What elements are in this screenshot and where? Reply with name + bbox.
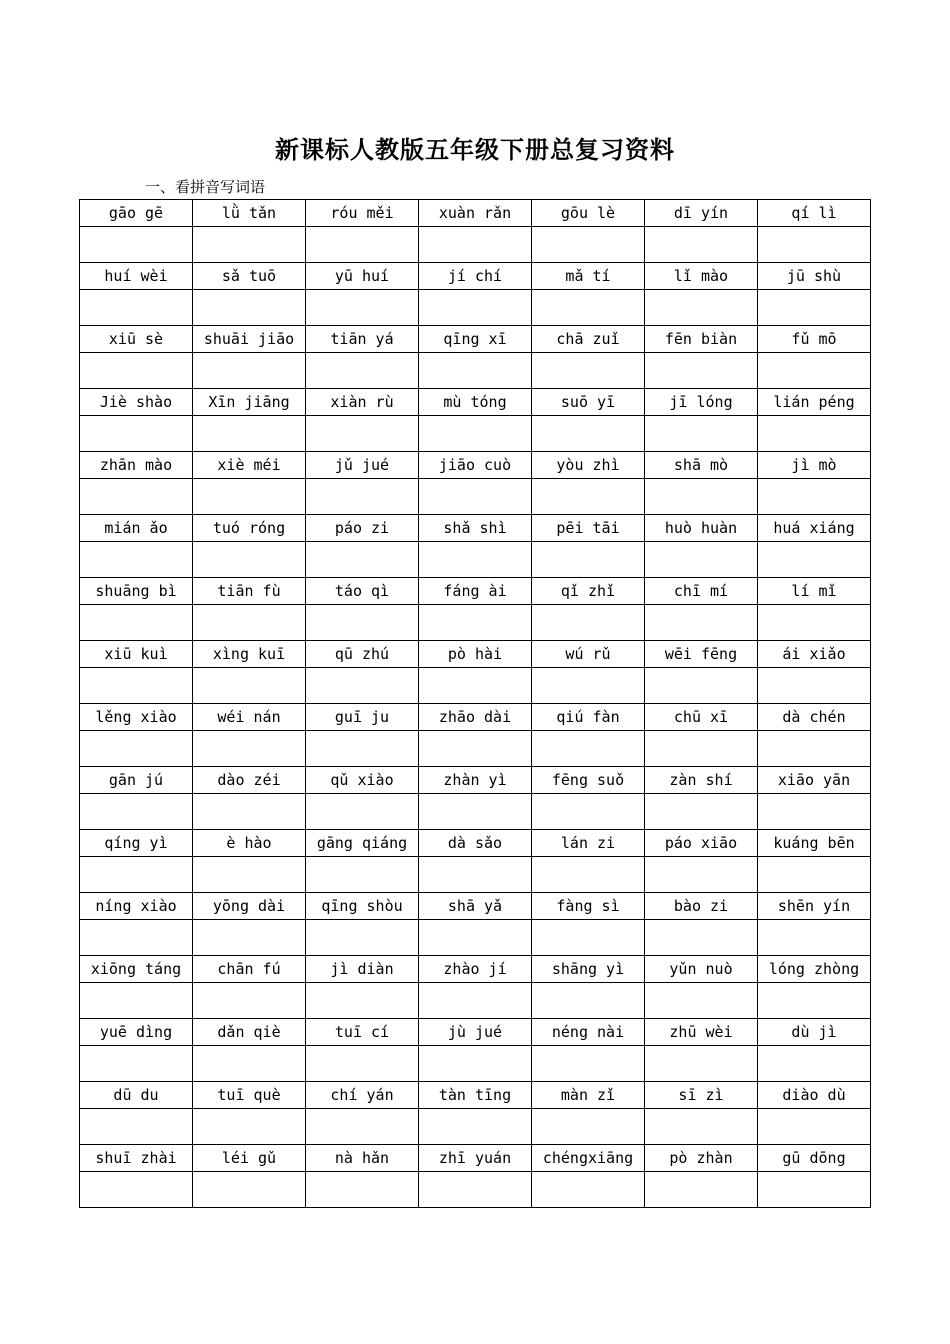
answer-cell[interactable] [193,605,306,641]
pinyin-cell: shā mò [645,452,758,479]
pinyin-cell: wéi nán [193,704,306,731]
answer-cell[interactable] [532,668,645,704]
answer-cell[interactable] [645,731,758,767]
pinyin-cell: dà chén [758,704,871,731]
answer-row [80,479,871,515]
pinyin-cell: yòu zhì [532,452,645,479]
pinyin-cell: qīng shòu [306,893,419,920]
pinyin-cell: léi gǔ [193,1145,306,1172]
answer-cell[interactable] [306,605,419,641]
pinyin-cell: xiè méi [193,452,306,479]
pinyin-row [80,956,871,983]
answer-cell[interactable] [80,794,193,830]
answer-cell[interactable] [306,857,419,893]
answer-cell[interactable] [419,605,532,641]
pinyin-cell: chān fú [193,956,306,983]
answer-cell[interactable] [645,353,758,389]
pinyin-cell: qíng yì [80,830,193,857]
pinyin-cell: gāng qiáng [306,830,419,857]
pinyin-row [80,515,871,542]
pinyin-cell: róu měi [306,200,419,227]
answer-cell[interactable] [419,920,532,956]
pinyin-cell: fàng sì [532,893,645,920]
answer-cell[interactable] [80,920,193,956]
answer-row [80,605,871,641]
answer-cell[interactable] [419,1172,532,1208]
answer-cell[interactable] [645,227,758,263]
answer-cell[interactable] [306,1172,419,1208]
answer-cell[interactable] [532,731,645,767]
answer-cell[interactable] [532,227,645,263]
answer-cell[interactable] [532,794,645,830]
pinyin-row [80,893,871,920]
pinyin-cell: zàn shí [645,767,758,794]
pinyin-cell: lián péng [758,389,871,416]
answer-row [80,920,871,956]
answer-cell[interactable] [758,794,871,830]
pinyin-cell: dào zéi [193,767,306,794]
answer-cell[interactable] [532,1109,645,1145]
answer-row [80,1109,871,1145]
answer-cell[interactable] [80,353,193,389]
pinyin-cell: qǔ xiào [306,767,419,794]
answer-cell[interactable] [419,1046,532,1082]
answer-row [80,794,871,830]
answer-cell[interactable] [419,416,532,452]
answer-cell[interactable] [80,479,193,515]
pinyin-row [80,263,871,290]
pinyin-cell: diào dù [758,1082,871,1109]
answer-cell[interactable] [306,542,419,578]
answer-cell[interactable] [306,479,419,515]
section-heading: 一、看拼音写词语 [145,178,266,196]
answer-cell[interactable] [532,479,645,515]
pinyin-cell: tàn tīng [419,1082,532,1109]
pinyin-cell: shāng yì [532,956,645,983]
answer-cell[interactable] [645,794,758,830]
answer-cell[interactable] [193,1172,306,1208]
pinyin-row [80,200,871,227]
answer-cell[interactable] [645,857,758,893]
answer-row [80,542,871,578]
pinyin-cell: jù jué [419,1019,532,1046]
pinyin-cell: è hào [193,830,306,857]
answer-cell[interactable] [306,416,419,452]
answer-cell[interactable] [193,542,306,578]
pinyin-cell: táo qì [306,578,419,605]
pinyin-cell: jū shù [758,263,871,290]
answer-cell[interactable] [419,857,532,893]
pinyin-cell: yōng dài [193,893,306,920]
answer-cell[interactable] [645,290,758,326]
answer-row [80,983,871,1019]
answer-row [80,668,871,704]
pinyin-cell: shǎ shì [419,515,532,542]
answer-cell[interactable] [80,731,193,767]
answer-cell[interactable] [193,479,306,515]
answer-cell[interactable] [193,227,306,263]
pinyin-cell: zhàn yì [419,767,532,794]
pinyin-cell: tuī què [193,1082,306,1109]
answer-row [80,1172,871,1208]
answer-cell[interactable] [758,416,871,452]
pinyin-cell: Jiè shào [80,389,193,416]
pinyin-cell: zhī yuán [419,1145,532,1172]
answer-cell[interactable] [532,857,645,893]
answer-cell[interactable] [758,1109,871,1145]
pinyin-row [80,641,871,668]
answer-cell[interactable] [419,290,532,326]
pinyin-cell: lǜ tǎn [193,200,306,227]
pinyin-row [80,326,871,353]
pinyin-cell: lǐ mào [645,263,758,290]
pinyin-cell: qīng xī [419,326,532,353]
pinyin-cell: shēn yín [758,893,871,920]
answer-cell[interactable] [645,479,758,515]
pinyin-cell: dī yín [645,200,758,227]
pinyin-cell: shā yǎ [419,893,532,920]
pinyin-cell: xiāo yān [758,767,871,794]
pinyin-cell: nà hǎn [306,1145,419,1172]
pinyin-cell: qǐ zhǐ [532,578,645,605]
answer-cell[interactable] [80,1172,193,1208]
answer-cell[interactable] [419,794,532,830]
answer-cell[interactable] [532,920,645,956]
pinyin-cell: xìng kuī [193,641,306,668]
answer-cell[interactable] [419,542,532,578]
pinyin-cell: sī zì [645,1082,758,1109]
pinyin-cell: mù tóng [419,389,532,416]
pinyin-cell: wú rǔ [532,641,645,668]
answer-cell[interactable] [80,416,193,452]
pinyin-cell: huò huàn [645,515,758,542]
answer-cell[interactable] [193,920,306,956]
pinyin-cell: yū huí [306,263,419,290]
answer-cell[interactable] [758,1172,871,1208]
pinyin-cell: jì diàn [306,956,419,983]
answer-cell[interactable] [532,353,645,389]
pinyin-cell: kuáng bēn [758,830,871,857]
answer-cell[interactable] [645,542,758,578]
pinyin-cell: jī lóng [645,389,758,416]
pinyin-cell: lóng zhòng [758,956,871,983]
pinyin-table [79,199,871,1208]
pinyin-cell: néng nài [532,1019,645,1046]
pinyin-cell: wēi fēng [645,641,758,668]
answer-cell[interactable] [758,920,871,956]
pinyin-cell: sǎ tuō [193,263,306,290]
answer-cell[interactable] [419,479,532,515]
pinyin-cell: dù jì [758,1019,871,1046]
pinyin-cell: gāo gē [80,200,193,227]
answer-row [80,290,871,326]
answer-cell[interactable] [193,857,306,893]
pinyin-cell: shuāng bì [80,578,193,605]
pinyin-row [80,452,871,479]
answer-cell[interactable] [419,731,532,767]
pinyin-cell: jiāo cuò [419,452,532,479]
answer-cell[interactable] [306,290,419,326]
answer-cell[interactable] [645,920,758,956]
answer-cell[interactable] [419,353,532,389]
pinyin-cell: tuī cí [306,1019,419,1046]
pinyin-cell: fēng suǒ [532,767,645,794]
pinyin-cell: chā zuǐ [532,326,645,353]
pinyin-cell: dà sǎo [419,830,532,857]
pinyin-cell: tiān fù [193,578,306,605]
answer-cell[interactable] [193,794,306,830]
pinyin-cell: lí mǐ [758,578,871,605]
answer-cell[interactable] [532,983,645,1019]
answer-cell[interactable] [645,605,758,641]
answer-cell[interactable] [306,920,419,956]
answer-cell[interactable] [758,227,871,263]
answer-cell[interactable] [758,353,871,389]
answer-cell[interactable] [306,1109,419,1145]
pinyin-cell: pò hài [419,641,532,668]
answer-cell[interactable] [758,290,871,326]
answer-cell[interactable] [532,605,645,641]
answer-cell[interactable] [532,1172,645,1208]
pinyin-cell: huí wèi [80,263,193,290]
answer-cell[interactable] [645,1046,758,1082]
pinyin-cell: xiū sè [80,326,193,353]
pinyin-cell: mián ǎo [80,515,193,542]
answer-cell[interactable] [306,353,419,389]
answer-cell[interactable] [80,857,193,893]
answer-cell[interactable] [193,668,306,704]
answer-cell[interactable] [80,542,193,578]
answer-cell[interactable] [193,353,306,389]
answer-cell[interactable] [419,983,532,1019]
answer-cell[interactable] [758,668,871,704]
pinyin-cell: Xīn jiāng [193,389,306,416]
answer-cell[interactable] [80,227,193,263]
pinyin-cell: qū zhú [306,641,419,668]
pinyin-cell: pēi tāi [532,515,645,542]
pinyin-cell: gōu lè [532,200,645,227]
answer-row [80,353,871,389]
answer-cell[interactable] [193,416,306,452]
answer-row [80,227,871,263]
pinyin-cell: jí chí [419,263,532,290]
pinyin-row [80,389,871,416]
pinyin-cell: jǔ jué [306,452,419,479]
pinyin-cell: yǔn nuò [645,956,758,983]
pinyin-cell: fǔ mō [758,326,871,353]
answer-cell[interactable] [758,857,871,893]
pinyin-cell: fáng ài [419,578,532,605]
pinyin-cell: xiū kuì [80,641,193,668]
answer-cell[interactable] [80,983,193,1019]
pinyin-cell: suō yī [532,389,645,416]
pinyin-cell: chí yán [306,1082,419,1109]
pinyin-cell: shuāi jiāo [193,326,306,353]
pinyin-cell: pò zhàn [645,1145,758,1172]
answer-row [80,731,871,767]
pinyin-cell: xiōng táng [80,956,193,983]
answer-cell[interactable] [758,605,871,641]
pinyin-row [80,767,871,794]
answer-row [80,857,871,893]
answer-cell[interactable] [758,1046,871,1082]
pinyin-cell: gān jú [80,767,193,794]
pinyin-cell: qiú fàn [532,704,645,731]
pinyin-cell: shuī zhài [80,1145,193,1172]
pinyin-cell: zhū wèi [645,1019,758,1046]
answer-cell[interactable] [758,731,871,767]
pinyin-cell: fēn biàn [645,326,758,353]
answer-cell[interactable] [758,479,871,515]
answer-cell[interactable] [645,668,758,704]
pinyin-cell: guī ju [306,704,419,731]
pinyin-cell: màn zǐ [532,1082,645,1109]
answer-cell[interactable] [306,668,419,704]
pinyin-cell: chū xī [645,704,758,731]
answer-cell[interactable] [193,290,306,326]
answer-cell[interactable] [532,542,645,578]
pinyin-cell: xuàn rǎn [419,200,532,227]
pinyin-row [80,578,871,605]
pinyin-cell: ái xiǎo [758,641,871,668]
pinyin-row [80,1082,871,1109]
pinyin-row [80,1019,871,1046]
pinyin-cell: lán zi [532,830,645,857]
answer-cell[interactable] [532,416,645,452]
pinyin-cell: chéngxiāng [532,1145,645,1172]
pinyin-row [80,704,871,731]
answer-cell[interactable] [80,605,193,641]
answer-row [80,416,871,452]
answer-cell[interactable] [80,1109,193,1145]
answer-cell[interactable] [645,983,758,1019]
answer-cell[interactable] [645,1109,758,1145]
answer-cell[interactable] [193,983,306,1019]
answer-cell[interactable] [419,668,532,704]
pinyin-cell: níng xiào [80,893,193,920]
answer-cell[interactable] [306,983,419,1019]
pinyin-cell: dū du [80,1082,193,1109]
pinyin-cell: dǎn qiè [193,1019,306,1046]
answer-cell[interactable] [306,227,419,263]
answer-cell[interactable] [80,1046,193,1082]
answer-cell[interactable] [645,416,758,452]
pinyin-cell: huá xiáng [758,515,871,542]
pinyin-row [80,1145,871,1172]
pinyin-cell: páo xiāo [645,830,758,857]
page-title: 新课标人教版五年级下册总复习资料 [275,136,675,164]
answer-cell[interactable] [419,227,532,263]
pinyin-cell: qí lì [758,200,871,227]
answer-cell[interactable] [193,1109,306,1145]
pinyin-row [80,830,871,857]
answer-cell[interactable] [532,1046,645,1082]
answer-cell[interactable] [306,794,419,830]
answer-cell[interactable] [306,731,419,767]
pinyin-cell: mǎ tí [532,263,645,290]
answer-row [80,1046,871,1082]
pinyin-cell: tiān yá [306,326,419,353]
answer-cell[interactable] [306,1046,419,1082]
answer-cell[interactable] [645,1172,758,1208]
answer-cell[interactable] [193,731,306,767]
pinyin-cell: zhān mào [80,452,193,479]
pinyin-cell: gū dōng [758,1145,871,1172]
pinyin-cell: jì mò [758,452,871,479]
pinyin-cell: chī mí [645,578,758,605]
pinyin-cell: xiàn rù [306,389,419,416]
answer-cell[interactable] [193,1046,306,1082]
answer-cell[interactable] [80,290,193,326]
pinyin-cell: zhào jí [419,956,532,983]
answer-cell[interactable] [532,290,645,326]
pinyin-cell: yuē dìng [80,1019,193,1046]
pinyin-cell: tuó róng [193,515,306,542]
answer-cell[interactable] [80,668,193,704]
answer-cell[interactable] [758,983,871,1019]
answer-cell[interactable] [419,1109,532,1145]
pinyin-cell: lěng xiào [80,704,193,731]
pinyin-cell: bào zi [645,893,758,920]
pinyin-cell: páo zi [306,515,419,542]
pinyin-cell: zhāo dài [419,704,532,731]
answer-cell[interactable] [758,542,871,578]
